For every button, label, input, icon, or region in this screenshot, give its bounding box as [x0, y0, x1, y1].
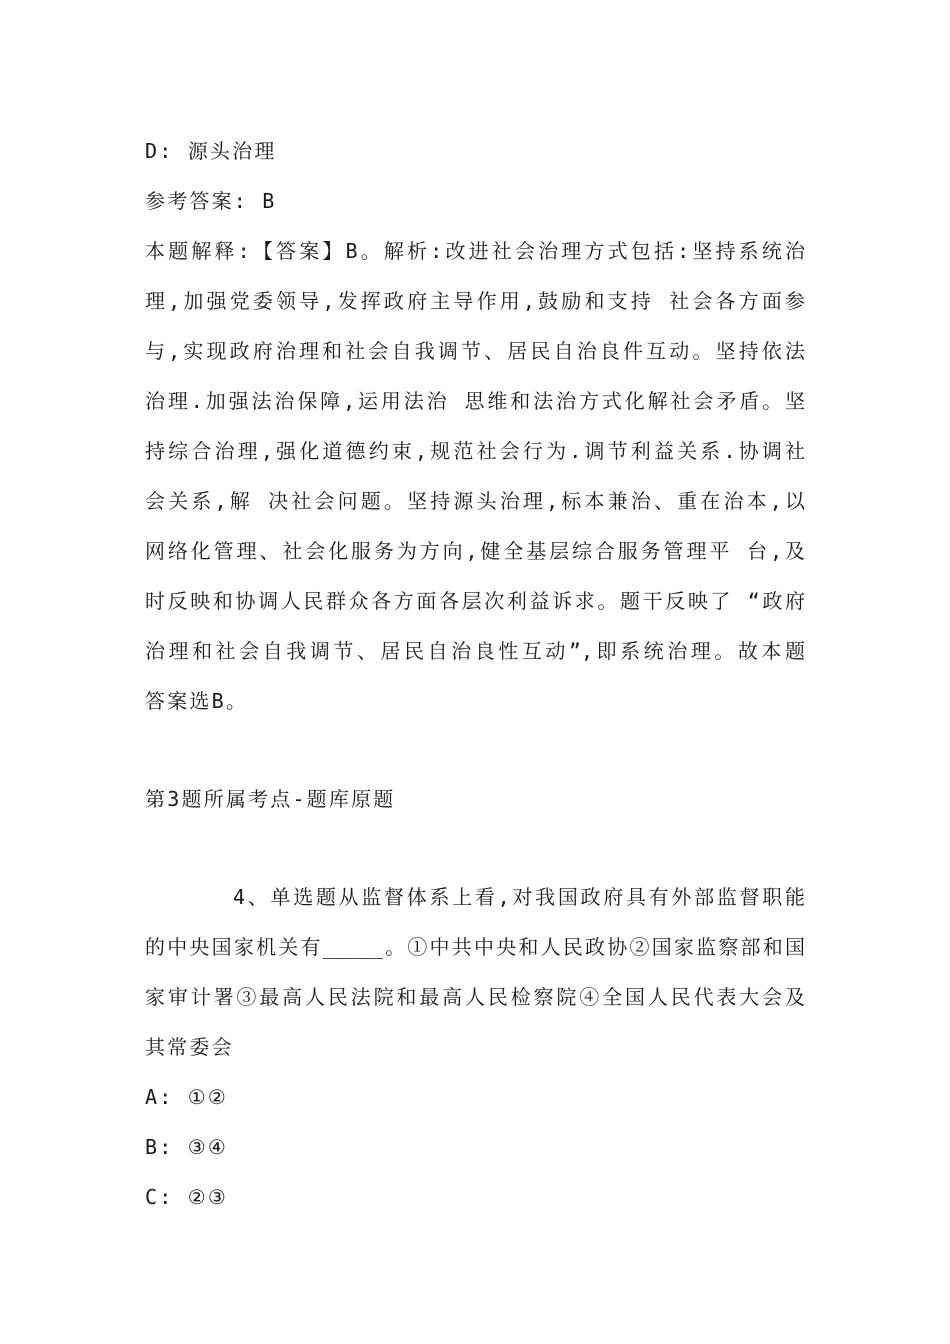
explanation-line: 答案选B。	[145, 689, 249, 713]
question-stem-line: 4、单选题从监督体系上看,对我国政府具有外部监督职能	[233, 885, 805, 909]
explanation-line: 时反映和协调人民群众各方面各层次利益诉求。题干反映了 “政府	[145, 589, 805, 613]
question-stem-line: 其常委会	[145, 1035, 234, 1059]
option-a: A: ①②	[145, 1085, 228, 1109]
reference-answer: 参考答案: B	[145, 189, 277, 213]
explanation-line: 网络化管理、社会化服务为方向,健全基层综合服务管理平 台,及	[145, 539, 805, 563]
option-c: C: ②③	[145, 1185, 228, 1209]
option-d: D: 源头治理	[145, 139, 277, 163]
explanation-line: 理,加强党委领导,发挥政府主导作用,鼓励和支持 社会各方面参	[145, 289, 805, 313]
explanation-line: 与,实现政府治理和社会自我调节、居民自治良件互动。坚持依法	[145, 339, 805, 363]
explanation-line: 治理和社会自我调节、居民自治良性互动”,即系统治理。故本题	[145, 639, 805, 663]
question-stem-line: 家审计署③最高人民法院和最高人民检察院④全国人民代表大会及	[145, 985, 805, 1009]
explanation-line: 治理.加强法治保障,运用法治 思维和法治方式化解社会矛盾。坚	[145, 389, 805, 413]
explanation-line: 本题解释:【答案】B。解析:改进社会治理方式包括:坚持系统治	[145, 239, 805, 263]
explanation-line: 持综合治理,强化道德约束,规范社会行为.调节利益关系.协调社	[145, 439, 805, 463]
explanation-line: 会关系,解 决社会问题。坚持源头治理,标本兼治、重在治本,以	[145, 489, 805, 513]
option-b: B: ③④	[145, 1135, 228, 1159]
question-stem-line: 的中央国家机关有_____。①中共中央和人民政协②国家监察部和国	[145, 935, 805, 959]
knowledge-point-heading: 第3题所属考点-题库原题	[145, 787, 396, 811]
